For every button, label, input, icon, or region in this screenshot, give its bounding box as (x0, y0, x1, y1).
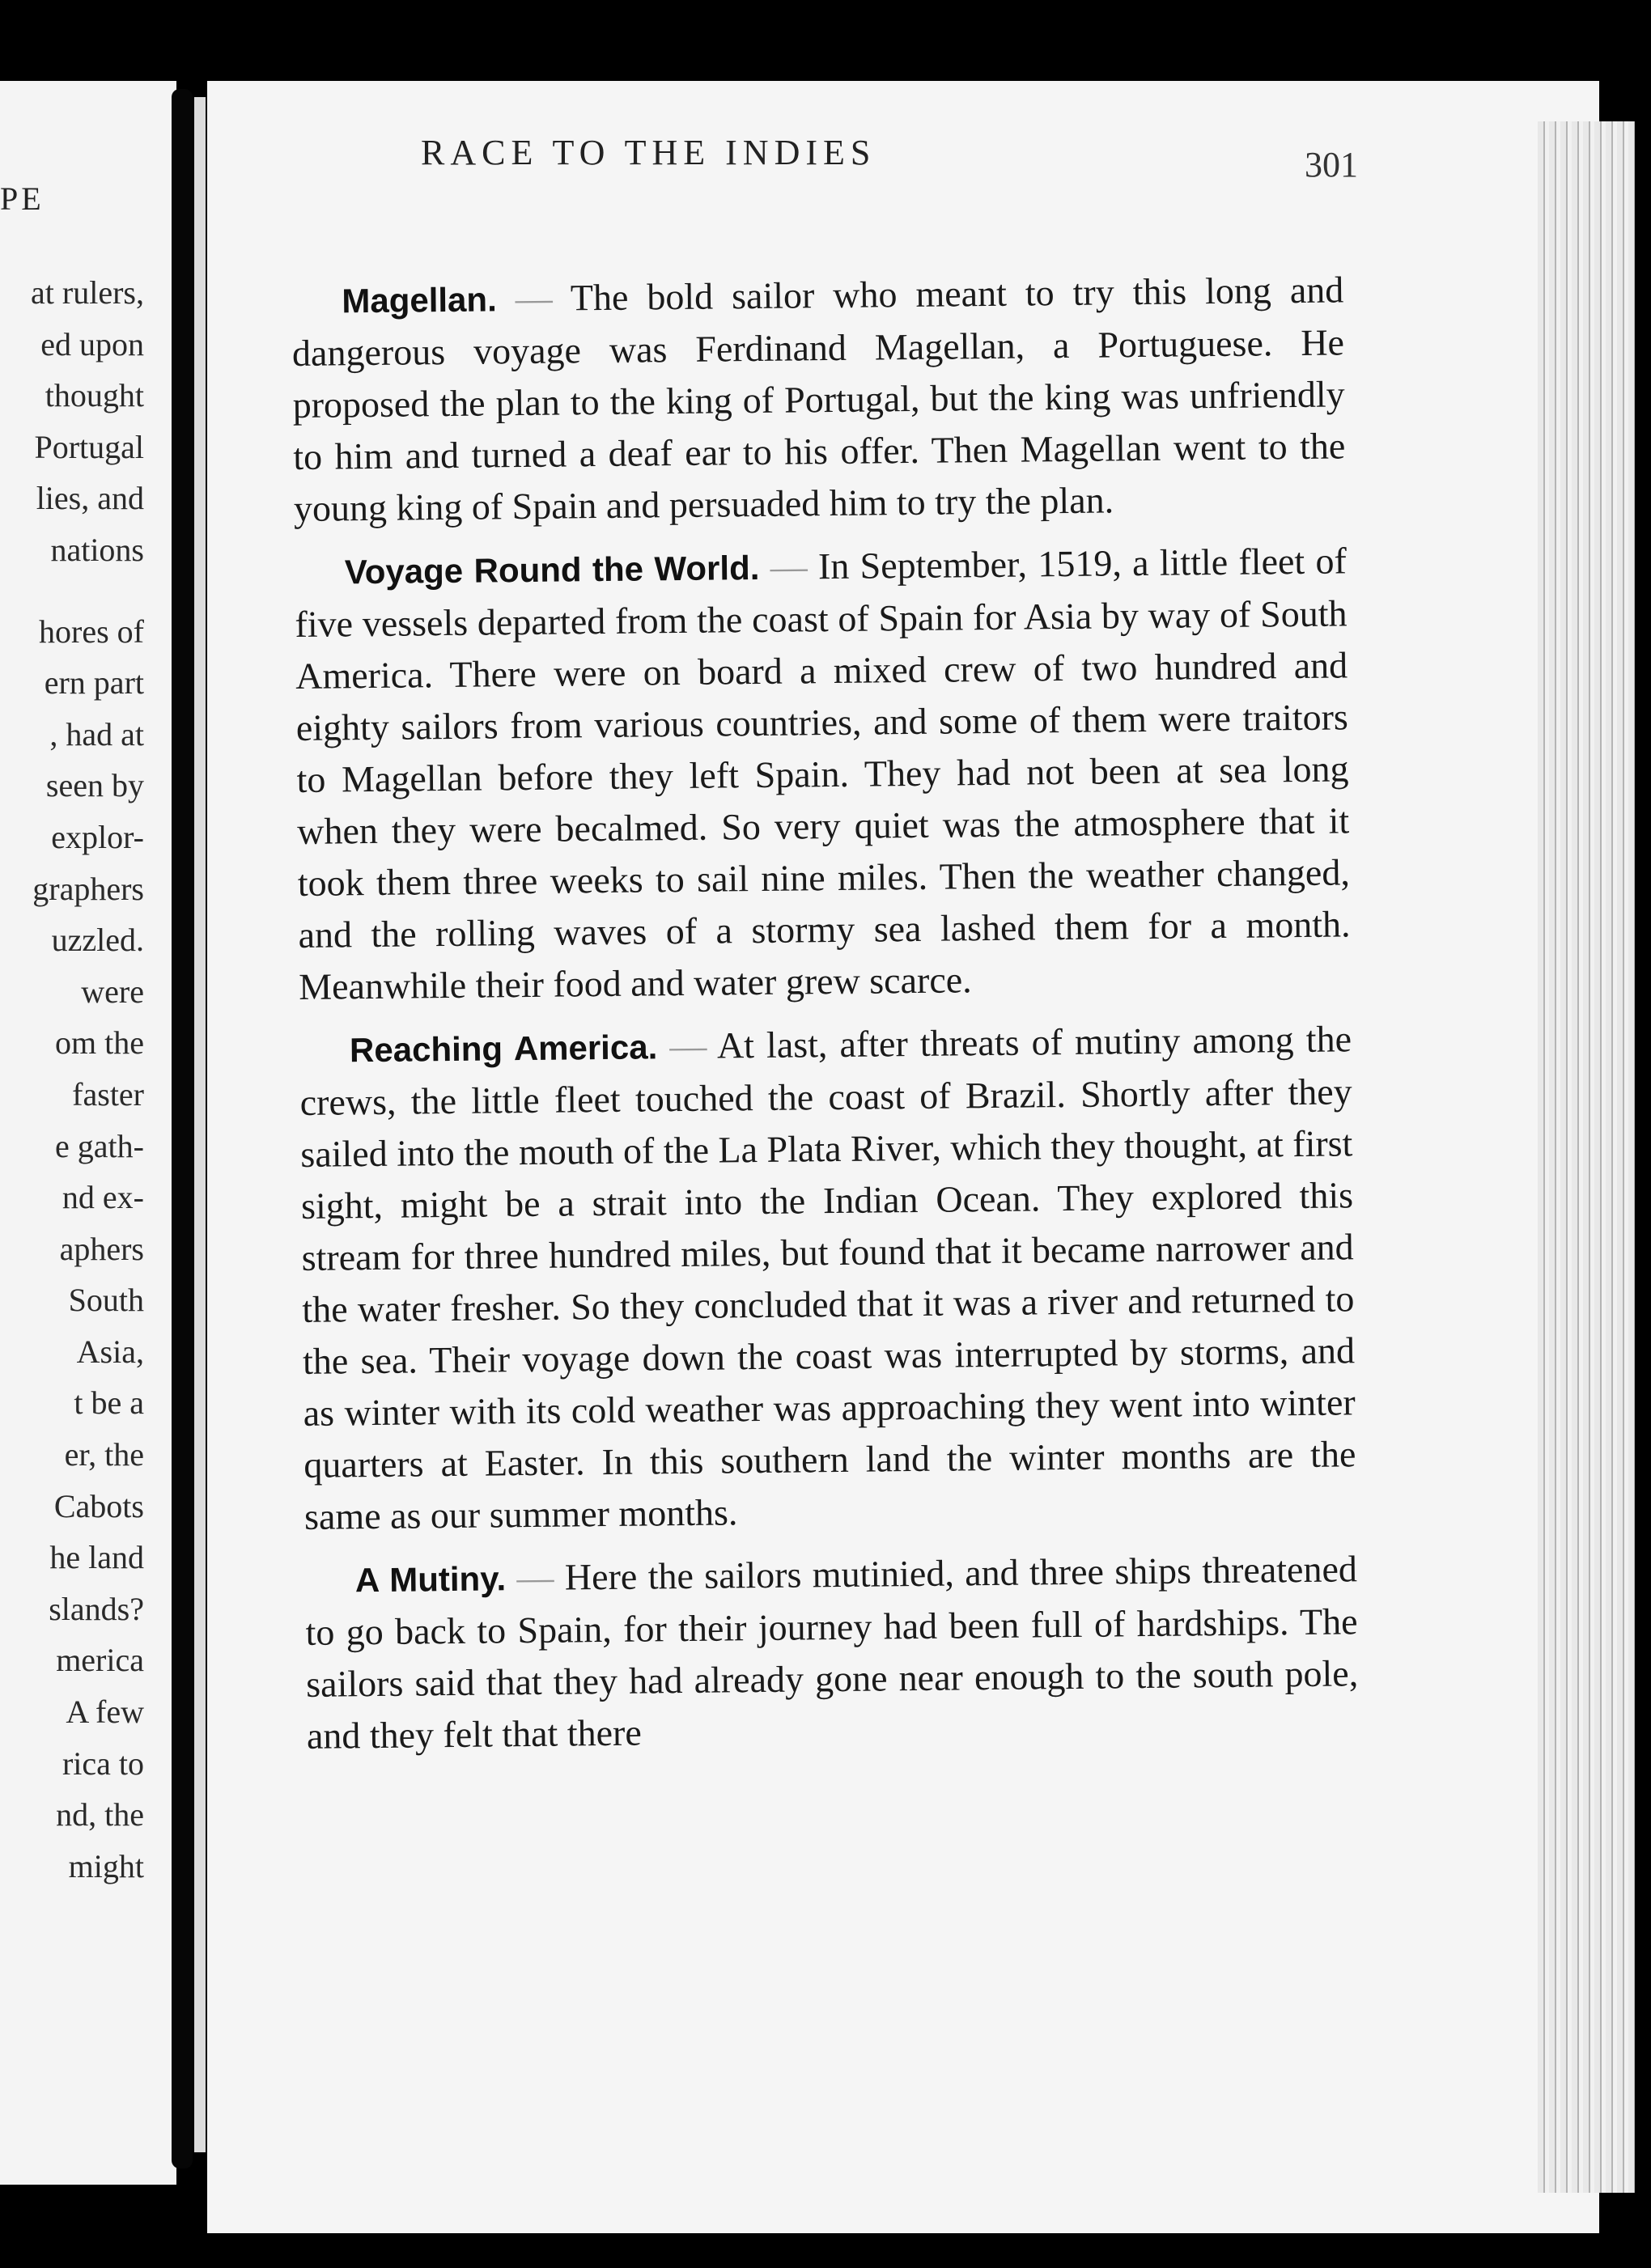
paragraph-text: The bold sailor who meant to try this long and dangerous voyage was Ferdinand Magellan, a Portuguese. He proposed the plan to the king of Portugal, but the king was unfriendly to him and turned a deaf ear to his offer. Then Magellan went to the young king of Spain and persuaded him to try the plan. (291, 269, 1346, 529)
left-line: thought (45, 377, 144, 414)
left-line: Portugal (34, 428, 144, 465)
left-running-head: PE (0, 180, 45, 217)
left-page-fragment (0, 81, 176, 2185)
left-line: were (81, 973, 144, 1010)
left-line: nd ex- (62, 1179, 144, 1216)
left-page-lines (31, 267, 144, 1892)
left-line: Cabots (53, 1487, 144, 1524)
left-line: merica (56, 1642, 144, 1679)
left-line: graphers (32, 870, 144, 907)
left-line: aphers (59, 1230, 144, 1267)
section-heading: Magellan (342, 280, 488, 320)
left-line: hores of (39, 613, 144, 650)
left-line: seen by (45, 767, 144, 804)
paragraph-text: At last, after threats of mutiny among the crews, the little fleet touched the coast of Brazil. Shortly after they sailed into the mouth of the La Plata River, which they thought, at first sight, might be a strait into the Indian Ocean. They explored this stream for three hundred miles, but found that it became narrower and the water fresher. So they concluded that it was a river and returned to the sea. Their voyage down the coast was interrupted by storms, and as winter with its cold weather was approaching they went into winter quarters at Easter. In this southern land the winter months are the same as our summer months. (299, 1018, 1356, 1537)
paragraph-magellan: Magellan. — The bold sailor who meant to try this long and dangerous voyage was Ferdinand Magellan, a Portuguese. He proposed the plan to the king of Portugal, but the king was unfriendly to him and turned a deaf ear to his offer. Then Magellan went to the young king of Spain and persuaded him to try the plan. (291, 269, 1346, 529)
left-line: slands? (49, 1590, 144, 1627)
left-line: Asia, (76, 1333, 144, 1370)
left-line: uzzled. (51, 922, 144, 959)
left-line: ed upon (40, 325, 144, 362)
left-line: , had at (49, 715, 144, 752)
left-line: nd, the (56, 1796, 144, 1833)
page-edges (1538, 121, 1635, 2193)
left-line: might (68, 1847, 144, 1884)
left-line: e gath- (55, 1127, 144, 1164)
left-line: lies, and (36, 480, 144, 517)
paragraph-mutiny: A Mutiny. — Here the sailors mutinied, and three ships threatened to go back to Spain, for their journey had been full of hardships. The sailors said that they had already gone near enough to the south pole, and they felt that there (305, 1548, 1359, 1757)
paragraph-text: In September, 1519, a little fleet of five vessels departed from the coast of Spain for Asia by way of South America. There were on board a mixed crew of two hundred and eighty sailors from various countries, and some of them were traitors to Magellan before they left Spain. They had not been at sea long when they were becalmed. So very quiet was the atmosphere that it took them three weeks to sail nine miles. Then the weather changed, and the rolling waves of a stormy sea lashed them for a month. Meanwhile their food and water grew scarce. (295, 540, 1351, 1007)
paragraph-text: Here the sailors mutinied, and three ships threatened to go back to Spain, for their journey had been full of hardships. The sailors said that they had already gone near enough to the south pole, and they felt that there (305, 1548, 1359, 1757)
left-line: at rulers, (31, 274, 144, 311)
paragraph-reaching-america: Reaching America. — At last, after threats of mutiny among the crews, the little fleet touched the coast of Brazil. Shortly after they sailed into the mouth of the La Plata River, which they thought, at first sight, might be a strait into the Indian Ocean. They explored this stream for three hundred miles, but found that it became narrower and the water fresher. So they concluded that it was a river and returned to the sea. Their voyage down the coast was interrupted by storms, and as winter with its cold weather was approaching they went into winter quarters at Easter. In this southern land the winter months are the same as our summer months. (299, 1018, 1356, 1537)
left-line: he land (49, 1539, 144, 1576)
left-line: er, the (64, 1436, 144, 1473)
left-line: ern part (44, 664, 144, 702)
left-line: t be a (74, 1384, 144, 1422)
paragraph-voyage: Voyage Round the World. — In September, 1519, a little fleet of five vessels departed from the coast of Spain for Asia by way of South America. There were on board a mixed crew of two hundred and eighty sailors from various countries, and some of them were traitors to Magellan before they left Spain. They had not been at sea long when they were becalmed. So very quiet was the atmosphere that it took them three weeks to sail nine miles. Then the weather changed, and the rolling waves of a stormy sea lashed them for a month. Meanwhile their food and water grew scarce. (295, 540, 1351, 1007)
left-line: A few (66, 1694, 144, 1731)
left-line: South (68, 1282, 144, 1319)
left-line: rica to (62, 1744, 144, 1782)
book-spine (172, 89, 193, 2168)
section-heading: A Mutiny (354, 1559, 497, 1600)
spine-gutter (194, 97, 206, 2152)
page-number: 301 (1305, 145, 1358, 184)
body-text (291, 264, 1359, 1762)
left-line: explor- (51, 818, 144, 855)
left-line: om the (55, 1024, 144, 1062)
left-line: faster (72, 1075, 144, 1113)
section-heading: Reaching America (349, 1028, 648, 1070)
section-heading: Voyage Round the World (344, 549, 750, 591)
left-line: nations (50, 531, 144, 568)
running-head: RACE TO THE INDIES (421, 133, 876, 172)
